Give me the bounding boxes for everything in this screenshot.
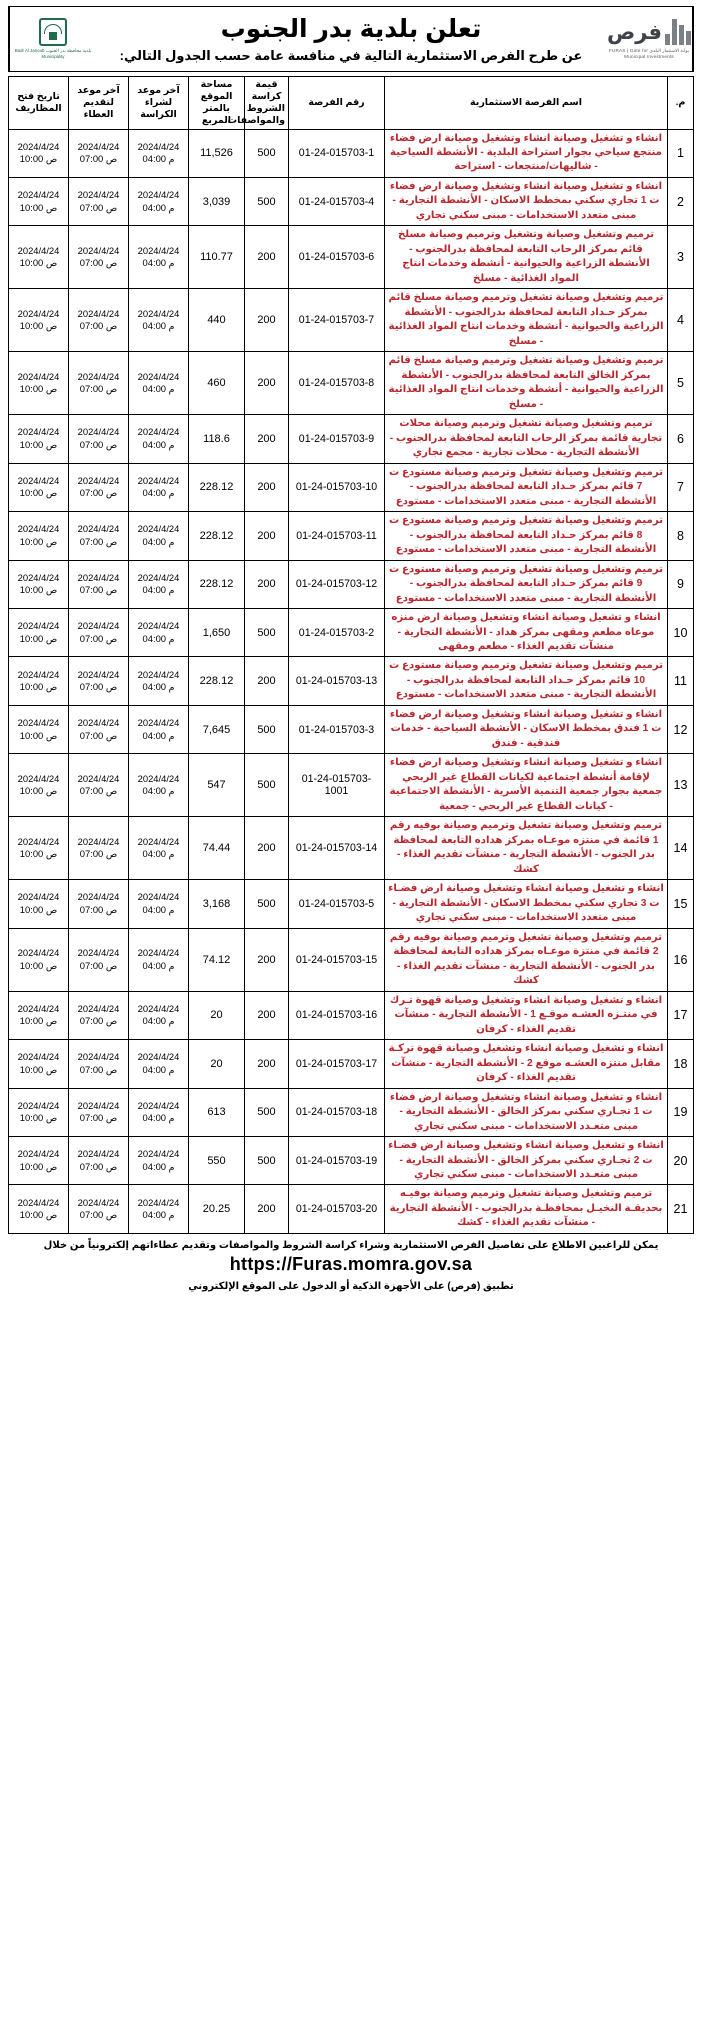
row-index: 20	[668, 1137, 694, 1185]
opportunity-number: 01-24-015703-19	[289, 1137, 385, 1185]
opportunity-number: 01-24-015703-5	[289, 880, 385, 928]
booklet-value: 200	[245, 512, 289, 560]
open-date: 2024/4/24 10:00 ص	[9, 415, 69, 463]
buy-deadline: 2024/4/24 04:00 م	[129, 1137, 189, 1185]
table-row	[9, 129, 694, 177]
row-index: 15	[668, 880, 694, 928]
offer-deadline: 2024/4/24 07:00 ص	[69, 928, 129, 991]
opportunity-number: 01-24-015703-12	[289, 560, 385, 608]
footer-note-secondary: تطبيق (فرص) على الأجهزة الذكية أو الدخول على الموقع الإلكتروني	[188, 1281, 514, 1293]
page-subtitle: عن طرح الفرص الاستثمارية التالية في منافسة عامة حسب الجدول التالي:	[119, 47, 583, 63]
site-area: 440	[189, 289, 245, 352]
site-area: 547	[189, 754, 245, 817]
open-date: 2024/4/24 10:00 ص	[9, 657, 69, 705]
booklet-value: 500	[245, 1137, 289, 1185]
site-area: 1,650	[189, 609, 245, 657]
open-date: 2024/4/24 10:00 ص	[9, 880, 69, 928]
municipality-logo-caption: بلدية محافظة بدر الجنوب Badr Al Janoub Municipality	[14, 48, 92, 59]
table-row	[9, 754, 694, 817]
open-date: 2024/4/24 10:00 ص	[9, 560, 69, 608]
open-date: 2024/4/24 10:00 ص	[9, 512, 69, 560]
opportunity-name: ترميم وتشغيل وصيانة تشغيل وترميم وصيانة مستودع ت 8 قائم بمركز حـداد التابعة لمحافظة بدرالجنوب - الأنشطة التجارية - مبنى متعدد الاستخدامات - مستودع	[385, 512, 668, 560]
furas-logo	[606, 7, 693, 71]
row-index: 4	[668, 289, 694, 352]
open-date: 2024/4/24 10:00 ص	[9, 177, 69, 225]
opportunity-number: 01-24-015703-6	[289, 226, 385, 289]
col-number: رقم الفرصة	[289, 77, 385, 130]
table-row	[9, 352, 694, 415]
open-date: 2024/4/24 10:00 ص	[9, 129, 69, 177]
opportunity-name: انشاء و تشغيل وصيانة انشاء وتشغيل وصيانة ارض فضـاء ت 3 تجاري سكني بمخطط الاسكان - الأنشطة التجارية - مبنى متعدد الاستخدامات - مبنى سكني تجاري	[385, 880, 668, 928]
opportunity-name: انشاء و تشغيل وصيانة انشاء وتشغيل وصيانة قهوة تـرك في منتـزه العشـه موقـع 1 - الأنشطة التجارية - منشآت تقديم الغذاء - كرفان	[385, 991, 668, 1039]
col-value: قيمة كراسة الشروط والمواصفات	[245, 77, 289, 130]
open-date: 2024/4/24 10:00 ص	[9, 817, 69, 880]
furas-bars-icon	[665, 19, 691, 45]
open-date: 2024/4/24 10:00 ص	[9, 1088, 69, 1136]
table-row	[9, 289, 694, 352]
table-row	[9, 177, 694, 225]
opportunity-number: 01-24-015703-17	[289, 1040, 385, 1088]
site-area: 74.12	[189, 928, 245, 991]
opportunity-number: 01-24-015703-11	[289, 512, 385, 560]
row-index: 10	[668, 609, 694, 657]
buy-deadline: 2024/4/24 04:00 م	[129, 705, 189, 753]
footer	[8, 1236, 694, 1296]
booklet-value: 200	[245, 991, 289, 1039]
col-index: م.	[668, 77, 694, 130]
table-row	[9, 609, 694, 657]
booklet-value: 200	[245, 352, 289, 415]
opportunity-name: ترميم وتشغيل وصيانة تشغيل وترميم وصيانة بوفيه رقم 1 قائمة في منتزه موعـاه بمركز هداده التابعة لمحافظة بدر الجنوب - الأنشطة التجارية - منشآت تقديم الغذاء - كشك	[385, 817, 668, 880]
row-index: 14	[668, 817, 694, 880]
open-date: 2024/4/24 10:00 ص	[9, 705, 69, 753]
buy-deadline: 2024/4/24 04:00 م	[129, 129, 189, 177]
offer-deadline: 2024/4/24 07:00 ص	[69, 463, 129, 511]
row-index: 21	[668, 1185, 694, 1233]
offer-deadline: 2024/4/24 07:00 ص	[69, 289, 129, 352]
booklet-value: 200	[245, 1185, 289, 1233]
site-area: 20	[189, 991, 245, 1039]
opportunity-name: ترميم وتشغيل وصيانة تشغيل وترميم وصيانة بوفيـه بحديقـة النخيـل بمحافظـة بدرالجنوب - الأنشطة التجارية - منشآت تقديم الغذاء - كشك	[385, 1185, 668, 1233]
opportunity-name: ترميم وتشغيل وصيانة تشغيل وترميم وصيانة مستودع ت 10 قائم بمركز حـداد التابعة لمحافظة بدرالجنوب - الأنشطة التجارية - مبنى متعدد الاستخدامات - مستودع	[385, 657, 668, 705]
opportunity-name: انشاء و تشغيل وصيانة انشاء وتشغيل وصيانة ارض منزه موعاه مطعم ومقهى بمركز هداد - الأنشطة التجارية - منشآت تقديم الغذاء - مطعم ومقهى	[385, 609, 668, 657]
opportunity-number: 01-24-015703-20	[289, 1185, 385, 1233]
site-area: 74.44	[189, 817, 245, 880]
row-index: 13	[668, 754, 694, 817]
site-area: 3,039	[189, 177, 245, 225]
opportunities-table	[8, 76, 694, 1234]
open-date: 2024/4/24 10:00 ص	[9, 928, 69, 991]
site-area: 20.25	[189, 1185, 245, 1233]
site-area: 460	[189, 352, 245, 415]
buy-deadline: 2024/4/24 04:00 م	[129, 1088, 189, 1136]
site-area: 228.12	[189, 560, 245, 608]
row-index: 5	[668, 352, 694, 415]
buy-deadline: 2024/4/24 04:00 م	[129, 177, 189, 225]
offer-deadline: 2024/4/24 07:00 ص	[69, 177, 129, 225]
booklet-value: 500	[245, 1088, 289, 1136]
booklet-value: 200	[245, 463, 289, 511]
offer-deadline: 2024/4/24 07:00 ص	[69, 705, 129, 753]
booklet-value: 500	[245, 705, 289, 753]
buy-deadline: 2024/4/24 04:00 م	[129, 415, 189, 463]
opportunity-number: 01-24-015703-3	[289, 705, 385, 753]
opportunity-number: 01-24-015703-16	[289, 991, 385, 1039]
opportunity-name: انشاء و تشغيل وصيانة انشاء وتشغيل وصيانة ارض فضاء لإقامة أنشطة اجتماعية لكيانات القطاع غير الربحي جمعية بجوار جمعية التنمية الأسرية - الأنشطة الاجتماعية - كيانات القطاع غير الربحي - جمعية	[385, 754, 668, 817]
buy-deadline: 2024/4/24 04:00 م	[129, 754, 189, 817]
opportunity-name: ترميم وتشغيل وصيانة تشغيل وترميم وصيانة محلات تجارية قائمة بمركز الرحاب التابعة لمحافظة بدرالجنوب - الأنشطة التجارية - محلات تجارية - مجمع تجاري	[385, 415, 668, 463]
open-date: 2024/4/24 10:00 ص	[9, 754, 69, 817]
site-area: 228.12	[189, 463, 245, 511]
row-index: 1	[668, 129, 694, 177]
buy-deadline: 2024/4/24 04:00 م	[129, 512, 189, 560]
table-row	[9, 657, 694, 705]
buy-deadline: 2024/4/24 04:00 م	[129, 463, 189, 511]
municipality-logo	[9, 7, 96, 71]
opportunity-name: انشاء و تشغيل وصيانة انشاء وتشغيل وصيانة ارض فضاء ت 1 تجـاري سكني بمركز الخالق - الأنشطة التجارية - مبنى متعـدد الاستخدامات - مبنى سكني تجاري	[385, 1088, 668, 1136]
offer-deadline: 2024/4/24 07:00 ص	[69, 754, 129, 817]
open-date: 2024/4/24 10:00 ص	[9, 1040, 69, 1088]
footer-note: يمكن للراغبين الاطلاع على تفاصيل الفرص الاستثمارية وشراء كراسة الشروط والمواصفات وتقديم عطاءاتهم إلكترونياً من خلال	[43, 1239, 659, 1251]
table-row	[9, 512, 694, 560]
buy-deadline: 2024/4/24 04:00 م	[129, 352, 189, 415]
booklet-value: 200	[245, 415, 289, 463]
furas-logo-caption: بوابة الاستثمار البلدي FURAS | Gate for Municipal Investments	[608, 48, 689, 59]
opportunity-name: ترميم وتشغيل وصيانة تشغيل وترميم وصيانة بوفيه رقم 2 قائمة في منتزة موعـاه بمركز هداده التابعة لمحافظة بدر الجنوب - الأنشطة التجارية - منشآت تقديم الغذاء - كشك	[385, 928, 668, 991]
offer-deadline: 2024/4/24 07:00 ص	[69, 129, 129, 177]
municipality-emblem-icon	[39, 18, 67, 46]
opportunity-name: انشاء و تشغيل وصيانة انشاء وتشغيل وصيانة قهوة تركـة مقابل منتزه العشـه موقع 2 - الأنشطة التجارية - منشآت تقديم الغذاء - كرفان	[385, 1040, 668, 1088]
opportunity-number: 01-24-015703-1	[289, 129, 385, 177]
site-area: 7,645	[189, 705, 245, 753]
buy-deadline: 2024/4/24 04:00 م	[129, 226, 189, 289]
offer-deadline: 2024/4/24 07:00 ص	[69, 415, 129, 463]
buy-deadline: 2024/4/24 04:00 م	[129, 817, 189, 880]
footer-url[interactable]: https://Furas.momra.gov.sa	[229, 1254, 473, 1275]
opportunity-name: انشاء و تشغيل وصيانة انشاء وتشغيل وصيانة ارض فضاء منتجع سياحي بجوار استراحة البلدية - الأنشطة السياحية - شاليهات/منتجعات - استراحة	[385, 129, 668, 177]
opportunity-number: 01-24-015703-13	[289, 657, 385, 705]
booklet-value: 200	[245, 657, 289, 705]
booklet-value: 200	[245, 226, 289, 289]
open-date: 2024/4/24 10:00 ص	[9, 991, 69, 1039]
table-row	[9, 880, 694, 928]
offer-deadline: 2024/4/24 07:00 ص	[69, 880, 129, 928]
opportunity-number: 01-24-015703-14	[289, 817, 385, 880]
table-row	[9, 928, 694, 991]
table-header-row	[9, 77, 694, 130]
opportunity-name: انشاء و تشغيل وصيانة انشاء وتشغيل وصيانة ارض فضاء ت 1 تجاري سكني بمخطط الاسكان - الأنشطة التجارية - مبنى متعدد الاستخدامات - مبنى سكني تجاري	[385, 177, 668, 225]
opportunity-number: 01-24-015703-2	[289, 609, 385, 657]
offer-deadline: 2024/4/24 07:00 ص	[69, 1137, 129, 1185]
col-name: اسم الفرصة الاستثمارية	[385, 77, 668, 130]
table-row	[9, 1088, 694, 1136]
opportunity-number: 01-24-015703-18	[289, 1088, 385, 1136]
row-index: 17	[668, 991, 694, 1039]
opportunity-name: ترميم وتشغيل وصيانة تشغيل وترميم وصيانة مسلخ قائم بمركز الخالق التابعة لمحافظة بدرالجنوب - الأنشطة الزراعية والحيوانية - أنشطة وخدمات انتاج المواد الغذائية - مسلخ	[385, 352, 668, 415]
opportunity-name: انشاء و تشغيل وصيانة انشاء وتشغيل وصيانة ارض فضاء ت 1 فندق بمخطط الاسكان - الأنشطة السياحية - خدمات فندقية - فندق	[385, 705, 668, 753]
header-text-block	[96, 7, 606, 71]
open-date: 2024/4/24 10:00 ص	[9, 289, 69, 352]
site-area: 613	[189, 1088, 245, 1136]
row-index: 16	[668, 928, 694, 991]
offer-deadline: 2024/4/24 07:00 ص	[69, 1088, 129, 1136]
booklet-value: 200	[245, 817, 289, 880]
booklet-value: 200	[245, 289, 289, 352]
booklet-value: 200	[245, 560, 289, 608]
opportunity-name: انشاء و تشغيل وصيانة انشاء وتشغيل وصيانة ارض فضـاء ت 2 تجـاري سكني بمركز الخالق - الأنشطة التجارية - مبنى متعـدد الاستخدامات - مبنى سكني تجاري	[385, 1137, 668, 1185]
buy-deadline: 2024/4/24 04:00 م	[129, 657, 189, 705]
open-date: 2024/4/24 10:00 ص	[9, 226, 69, 289]
booklet-value: 500	[245, 609, 289, 657]
row-index: 6	[668, 415, 694, 463]
col-buy-deadline: آخر موعد لشراء الكراسة	[129, 77, 189, 130]
announcement-header	[8, 6, 694, 72]
opportunity-name: ترميم وتشغيل وصيانة تشغيل وترميم وصيانة مستودع ت 9 قائم بمركز حـداد التابعة لمحافظة بدرالجنوب - الأنشطة التجارية - مبنى متعدد الاستخدامات - مستودع	[385, 560, 668, 608]
site-area: 550	[189, 1137, 245, 1185]
offer-deadline: 2024/4/24 07:00 ص	[69, 991, 129, 1039]
booklet-value: 500	[245, 880, 289, 928]
table-body	[9, 129, 694, 1233]
open-date: 2024/4/24 10:00 ص	[9, 1137, 69, 1185]
table-row	[9, 991, 694, 1039]
offer-deadline: 2024/4/24 07:00 ص	[69, 352, 129, 415]
row-index: 9	[668, 560, 694, 608]
table-row	[9, 705, 694, 753]
opportunity-number: 01-24-015703-1001	[289, 754, 385, 817]
open-date: 2024/4/24 10:00 ص	[9, 463, 69, 511]
row-index: 19	[668, 1088, 694, 1136]
page-title: تعلن بلدية بدر الجنوب	[220, 14, 482, 43]
row-index: 3	[668, 226, 694, 289]
offer-deadline: 2024/4/24 07:00 ص	[69, 1185, 129, 1233]
open-date: 2024/4/24 10:00 ص	[9, 1185, 69, 1233]
col-area: مساحة الموقع بالمتر المربع	[189, 77, 245, 130]
opportunity-name: ترميم وتشغيل وصيانة وتشغيل وترميم وصيانة مسلخ قائم بمركز الرحاب التابعة لمحافظة بدرالجنوب - الأنشطة الزراعية والحيوانية - أنشطة وخدمات انتاج المواد الغذائية - مسلخ	[385, 226, 668, 289]
table-row	[9, 560, 694, 608]
table-row	[9, 1185, 694, 1233]
opportunity-number: 01-24-015703-8	[289, 352, 385, 415]
open-date: 2024/4/24 10:00 ص	[9, 609, 69, 657]
site-area: 3,168	[189, 880, 245, 928]
buy-deadline: 2024/4/24 04:00 م	[129, 609, 189, 657]
site-area: 110.77	[189, 226, 245, 289]
row-index: 12	[668, 705, 694, 753]
table-row	[9, 415, 694, 463]
site-area: 228.12	[189, 512, 245, 560]
offer-deadline: 2024/4/24 07:00 ص	[69, 226, 129, 289]
buy-deadline: 2024/4/24 04:00 م	[129, 1040, 189, 1088]
table-row	[9, 226, 694, 289]
opportunity-number: 01-24-015703-7	[289, 289, 385, 352]
opportunity-number: 01-24-015703-10	[289, 463, 385, 511]
offer-deadline: 2024/4/24 07:00 ص	[69, 657, 129, 705]
col-offer-deadline: آخر موعد لتقديم العطاء	[69, 77, 129, 130]
offer-deadline: 2024/4/24 07:00 ص	[69, 609, 129, 657]
site-area: 228.12	[189, 657, 245, 705]
buy-deadline: 2024/4/24 04:00 م	[129, 928, 189, 991]
table-row	[9, 1137, 694, 1185]
booklet-value: 200	[245, 928, 289, 991]
offer-deadline: 2024/4/24 07:00 ص	[69, 512, 129, 560]
booklet-value: 200	[245, 1040, 289, 1088]
row-index: 11	[668, 657, 694, 705]
buy-deadline: 2024/4/24 04:00 م	[129, 991, 189, 1039]
table-row	[9, 817, 694, 880]
buy-deadline: 2024/4/24 04:00 م	[129, 1185, 189, 1233]
buy-deadline: 2024/4/24 04:00 م	[129, 880, 189, 928]
buy-deadline: 2024/4/24 04:00 م	[129, 560, 189, 608]
site-area: 118.6	[189, 415, 245, 463]
opportunity-number: 01-24-015703-15	[289, 928, 385, 991]
buy-deadline: 2024/4/24 04:00 م	[129, 289, 189, 352]
booklet-value: 500	[245, 177, 289, 225]
col-open-date: تاريخ فتح المظاريف	[9, 77, 69, 130]
opportunity-number: 01-24-015703-9	[289, 415, 385, 463]
site-area: 11,526	[189, 129, 245, 177]
opportunity-name: ترميم وتشغيل وصيانة تشغيل وترميم وصيانة مستودع ت 7 قائم بمركز حـداد التابعة لمحافظة بدرالجنوب - الأنشطة التجارية - مبنى متعدد الاستخدامات - مستودع	[385, 463, 668, 511]
offer-deadline: 2024/4/24 07:00 ص	[69, 1040, 129, 1088]
open-date: 2024/4/24 10:00 ص	[9, 352, 69, 415]
table-row	[9, 1040, 694, 1088]
offer-deadline: 2024/4/24 07:00 ص	[69, 817, 129, 880]
site-area: 20	[189, 1040, 245, 1088]
furas-logo-word: فرص	[606, 20, 663, 44]
table-row	[9, 463, 694, 511]
opportunity-number: 01-24-015703-4	[289, 177, 385, 225]
row-index: 18	[668, 1040, 694, 1088]
row-index: 7	[668, 463, 694, 511]
opportunity-name: ترميم وتشغيل وصيانة تشغيل وترميم وصيانة مسلخ قائم بمركز حـداد التابعة لمحافظة بدرالجنوب - الأنشطة الزراعية والحيوانية - أنشطة وخدمات انتاج المواد الغذائية - مسلخ	[385, 289, 668, 352]
offer-deadline: 2024/4/24 07:00 ص	[69, 560, 129, 608]
booklet-value: 500	[245, 129, 289, 177]
booklet-value: 500	[245, 754, 289, 817]
row-index: 8	[668, 512, 694, 560]
row-index: 2	[668, 177, 694, 225]
